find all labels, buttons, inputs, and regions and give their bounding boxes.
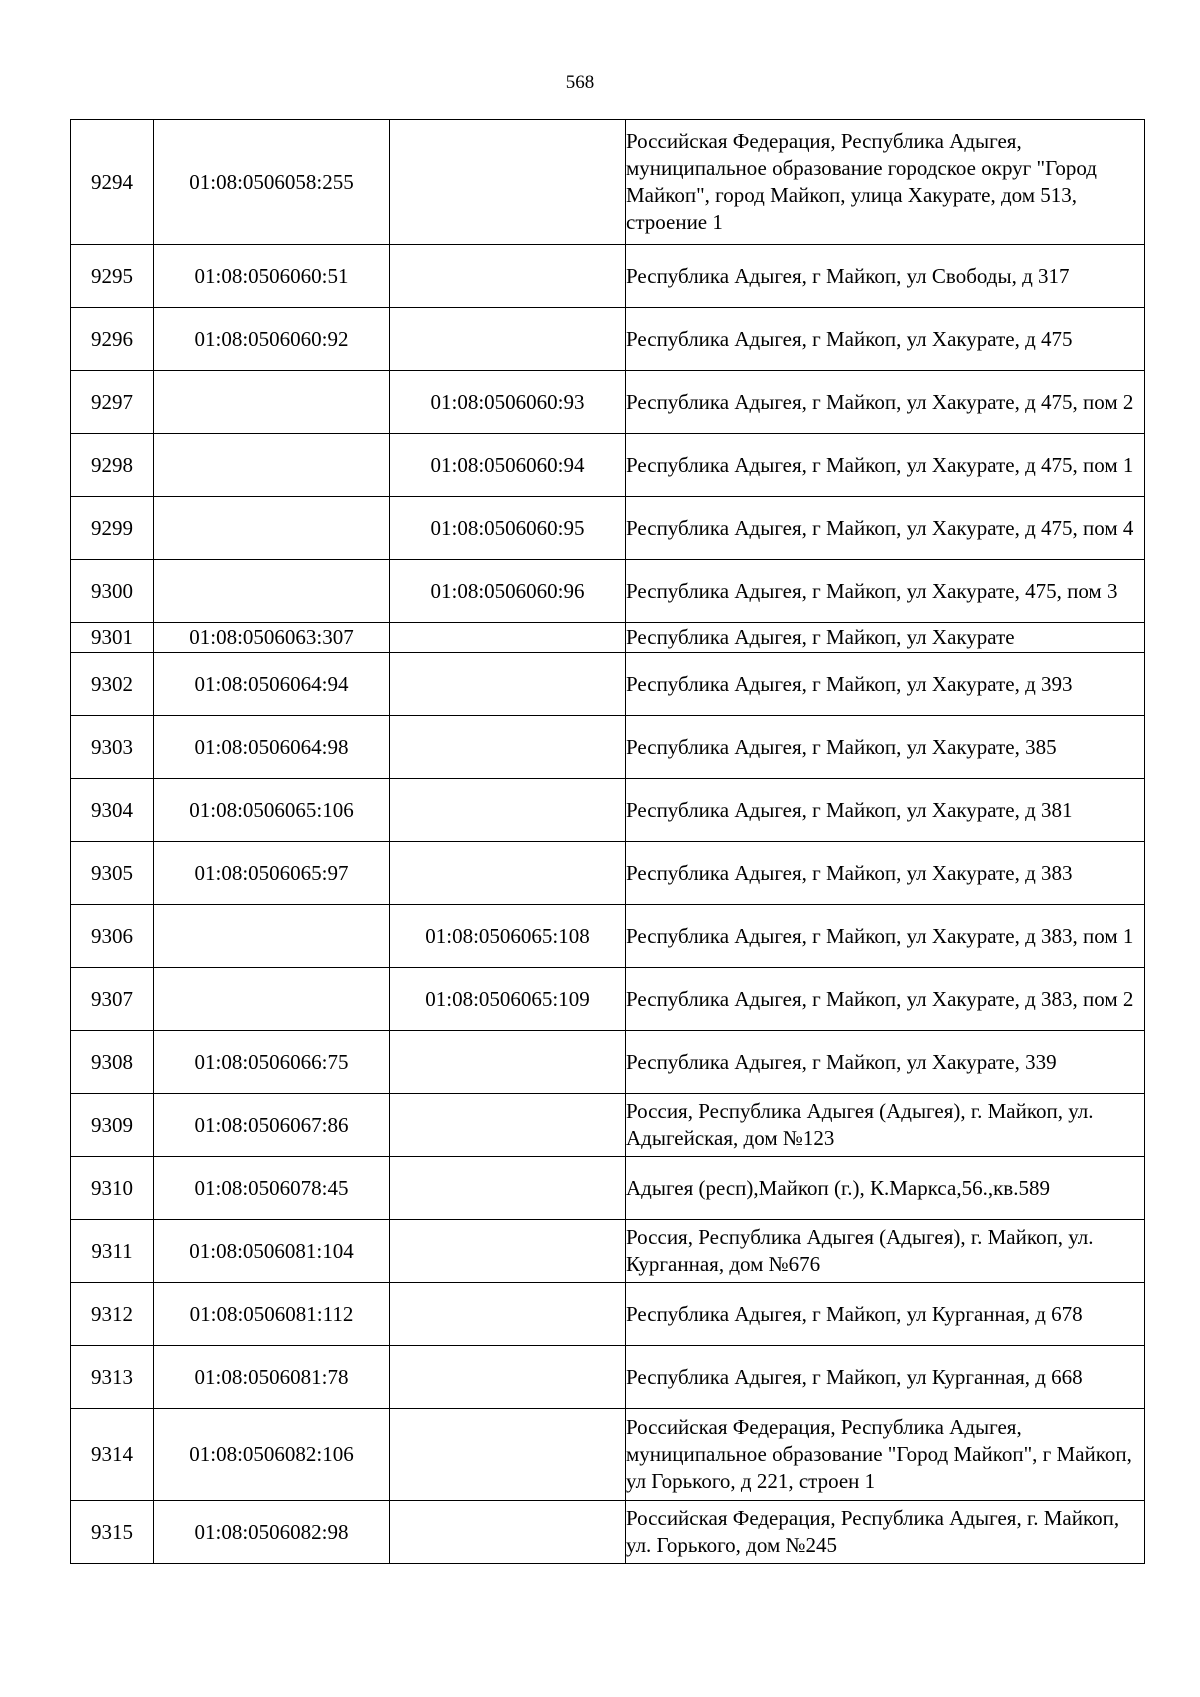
row-number-cell: 9294 xyxy=(71,120,154,245)
land-cadastral-number-cell: 01:08:0506058:255 xyxy=(154,120,390,245)
table-row xyxy=(71,842,1145,905)
table-row xyxy=(71,245,1145,308)
building-cadastral-number-cell: 01:08:0506065:108 xyxy=(390,905,626,968)
table-row xyxy=(71,1283,1145,1346)
row-number-cell: 9299 xyxy=(71,497,154,560)
address-cell: Республика Адыгея, г Майкоп, ул Свободы, д 317 xyxy=(626,245,1145,308)
row-number-cell: 9295 xyxy=(71,245,154,308)
address-cell: Адыгея (респ),Майкоп (г.), К.Маркса,56.,кв.589 xyxy=(626,1157,1145,1220)
address-cell: Республика Адыгея, г Майкоп, ул Курганная, д 678 xyxy=(626,1283,1145,1346)
row-number-cell: 9304 xyxy=(71,779,154,842)
land-cadastral-number-cell: 01:08:0506064:98 xyxy=(154,716,390,779)
building-cadastral-number-cell xyxy=(390,1283,626,1346)
table-row xyxy=(71,1220,1145,1283)
address-cell: Республика Адыгея, г Майкоп, ул Хакурате xyxy=(626,623,1145,653)
building-cadastral-number-cell xyxy=(390,1501,626,1564)
building-cadastral-number-cell: 01:08:0506060:95 xyxy=(390,497,626,560)
building-cadastral-number-cell xyxy=(390,623,626,653)
building-cadastral-number-cell xyxy=(390,1409,626,1501)
row-number-cell: 9301 xyxy=(71,623,154,653)
address-cell: Россия, Республика Адыгея (Адыгея), г. Майкоп, ул. Курганная, дом №676 xyxy=(626,1220,1145,1283)
building-cadastral-number-cell xyxy=(390,653,626,716)
building-cadastral-number-cell: 01:08:0506065:109 xyxy=(390,968,626,1031)
address-cell: Республика Адыгея, г Майкоп, ул Хакурате, 339 xyxy=(626,1031,1145,1094)
address-cell: Республика Адыгея, г Майкоп, ул Хакурате, 475, пом 3 xyxy=(626,560,1145,623)
row-number-cell: 9305 xyxy=(71,842,154,905)
row-number-cell: 9309 xyxy=(71,1094,154,1157)
table-row xyxy=(71,968,1145,1031)
land-cadastral-number-cell xyxy=(154,968,390,1031)
row-number-cell: 9308 xyxy=(71,1031,154,1094)
table-row xyxy=(71,1157,1145,1220)
row-number-cell: 9306 xyxy=(71,905,154,968)
address-cell: Республика Адыгея, г Майкоп, ул Хакурате, д 383, пом 2 xyxy=(626,968,1145,1031)
address-cell: Россия, Республика Адыгея (Адыгея), г. Майкоп, ул. Адыгейская, дом №123 xyxy=(626,1094,1145,1157)
building-cadastral-number-cell: 01:08:0506060:93 xyxy=(390,371,626,434)
table-row xyxy=(71,905,1145,968)
land-cadastral-number-cell: 01:08:0506060:51 xyxy=(154,245,390,308)
row-number-cell: 9296 xyxy=(71,308,154,371)
row-number-cell: 9303 xyxy=(71,716,154,779)
table-row xyxy=(71,434,1145,497)
land-cadastral-number-cell xyxy=(154,497,390,560)
table-row xyxy=(71,308,1145,371)
building-cadastral-number-cell xyxy=(390,779,626,842)
land-cadastral-number-cell xyxy=(154,905,390,968)
table-row xyxy=(71,560,1145,623)
table-row xyxy=(71,1409,1145,1501)
page-number: 568 xyxy=(565,72,595,93)
table-row xyxy=(71,779,1145,842)
land-cadastral-number-cell: 01:08:0506082:106 xyxy=(154,1409,390,1501)
row-number-cell: 9307 xyxy=(71,968,154,1031)
address-cell: Республика Адыгея, г Майкоп, ул Хакурате, д 475, пом 1 xyxy=(626,434,1145,497)
land-cadastral-number-cell: 01:08:0506066:75 xyxy=(154,1031,390,1094)
address-cell: Республика Адыгея, г Майкоп, ул Хакурате, д 383, пом 1 xyxy=(626,905,1145,968)
land-cadastral-number-cell: 01:08:0506081:104 xyxy=(154,1220,390,1283)
building-cadastral-number-cell xyxy=(390,1220,626,1283)
row-number-cell: 9300 xyxy=(71,560,154,623)
address-cell: Российская Федерация, Республика Адыгея, муниципальное образование городское округ "Город Майкоп", город Майкоп, улица Хакурате, дом 513, строение 1 xyxy=(626,120,1145,245)
table-row xyxy=(71,120,1145,245)
building-cadastral-number-cell: 01:08:0506060:96 xyxy=(390,560,626,623)
property-registry-table xyxy=(70,119,1145,1564)
table-row xyxy=(71,497,1145,560)
building-cadastral-number-cell xyxy=(390,1094,626,1157)
table-row xyxy=(71,371,1145,434)
address-cell: Республика Адыгея, г Майкоп, ул Хакурате, д 381 xyxy=(626,779,1145,842)
address-cell: Российская Федерация, Республика Адыгея, г. Майкоп, ул. Горького, дом №245 xyxy=(626,1501,1145,1564)
land-cadastral-number-cell: 01:08:0506065:97 xyxy=(154,842,390,905)
row-number-cell: 9310 xyxy=(71,1157,154,1220)
building-cadastral-number-cell xyxy=(390,1031,626,1094)
building-cadastral-number-cell xyxy=(390,1157,626,1220)
land-cadastral-number-cell: 01:08:0506064:94 xyxy=(154,653,390,716)
building-cadastral-number-cell: 01:08:0506060:94 xyxy=(390,434,626,497)
address-cell: Республика Адыгея, г Майкоп, ул Хакурате, д 475, пом 2 xyxy=(626,371,1145,434)
land-cadastral-number-cell: 01:08:0506081:78 xyxy=(154,1346,390,1409)
building-cadastral-number-cell xyxy=(390,716,626,779)
building-cadastral-number-cell xyxy=(390,245,626,308)
table-row xyxy=(71,1094,1145,1157)
row-number-cell: 9298 xyxy=(71,434,154,497)
address-cell: Российская Федерация, Республика Адыгея, муниципальное образование "Город Майкоп", г Майкоп, ул Горького, д 221, строен 1 xyxy=(626,1409,1145,1501)
land-cadastral-number-cell: 01:08:0506060:92 xyxy=(154,308,390,371)
table-row xyxy=(71,1031,1145,1094)
address-cell: Республика Адыгея, г Майкоп, ул Хакурате, д 475, пом 4 xyxy=(626,497,1145,560)
land-cadastral-number-cell xyxy=(154,560,390,623)
row-number-cell: 9315 xyxy=(71,1501,154,1564)
address-cell: Республика Адыгея, г Майкоп, ул Хакурате, д 475 xyxy=(626,308,1145,371)
land-cadastral-number-cell xyxy=(154,371,390,434)
land-cadastral-number-cell xyxy=(154,434,390,497)
row-number-cell: 9313 xyxy=(71,1346,154,1409)
land-cadastral-number-cell: 01:08:0506078:45 xyxy=(154,1157,390,1220)
table-row xyxy=(71,653,1145,716)
table-row xyxy=(71,1501,1145,1564)
land-cadastral-number-cell: 01:08:0506065:106 xyxy=(154,779,390,842)
address-cell: Республика Адыгея, г Майкоп, ул Хакурате, д 393 xyxy=(626,653,1145,716)
building-cadastral-number-cell xyxy=(390,842,626,905)
land-cadastral-number-cell: 01:08:0506081:112 xyxy=(154,1283,390,1346)
building-cadastral-number-cell xyxy=(390,1346,626,1409)
row-number-cell: 9302 xyxy=(71,653,154,716)
address-cell: Республика Адыгея, г Майкоп, ул Хакурате, д 383 xyxy=(626,842,1145,905)
building-cadastral-number-cell xyxy=(390,308,626,371)
row-number-cell: 9314 xyxy=(71,1409,154,1501)
land-cadastral-number-cell: 01:08:0506067:86 xyxy=(154,1094,390,1157)
row-number-cell: 9297 xyxy=(71,371,154,434)
building-cadastral-number-cell xyxy=(390,120,626,245)
table-row xyxy=(71,1346,1145,1409)
land-cadastral-number-cell: 01:08:0506082:98 xyxy=(154,1501,390,1564)
table-row xyxy=(71,623,1145,653)
address-cell: Республика Адыгея, г Майкоп, ул Курганная, д 668 xyxy=(626,1346,1145,1409)
row-number-cell: 9312 xyxy=(71,1283,154,1346)
address-cell: Республика Адыгея, г Майкоп, ул Хакурате, 385 xyxy=(626,716,1145,779)
table-row xyxy=(71,716,1145,779)
row-number-cell: 9311 xyxy=(71,1220,154,1283)
land-cadastral-number-cell: 01:08:0506063:307 xyxy=(154,623,390,653)
